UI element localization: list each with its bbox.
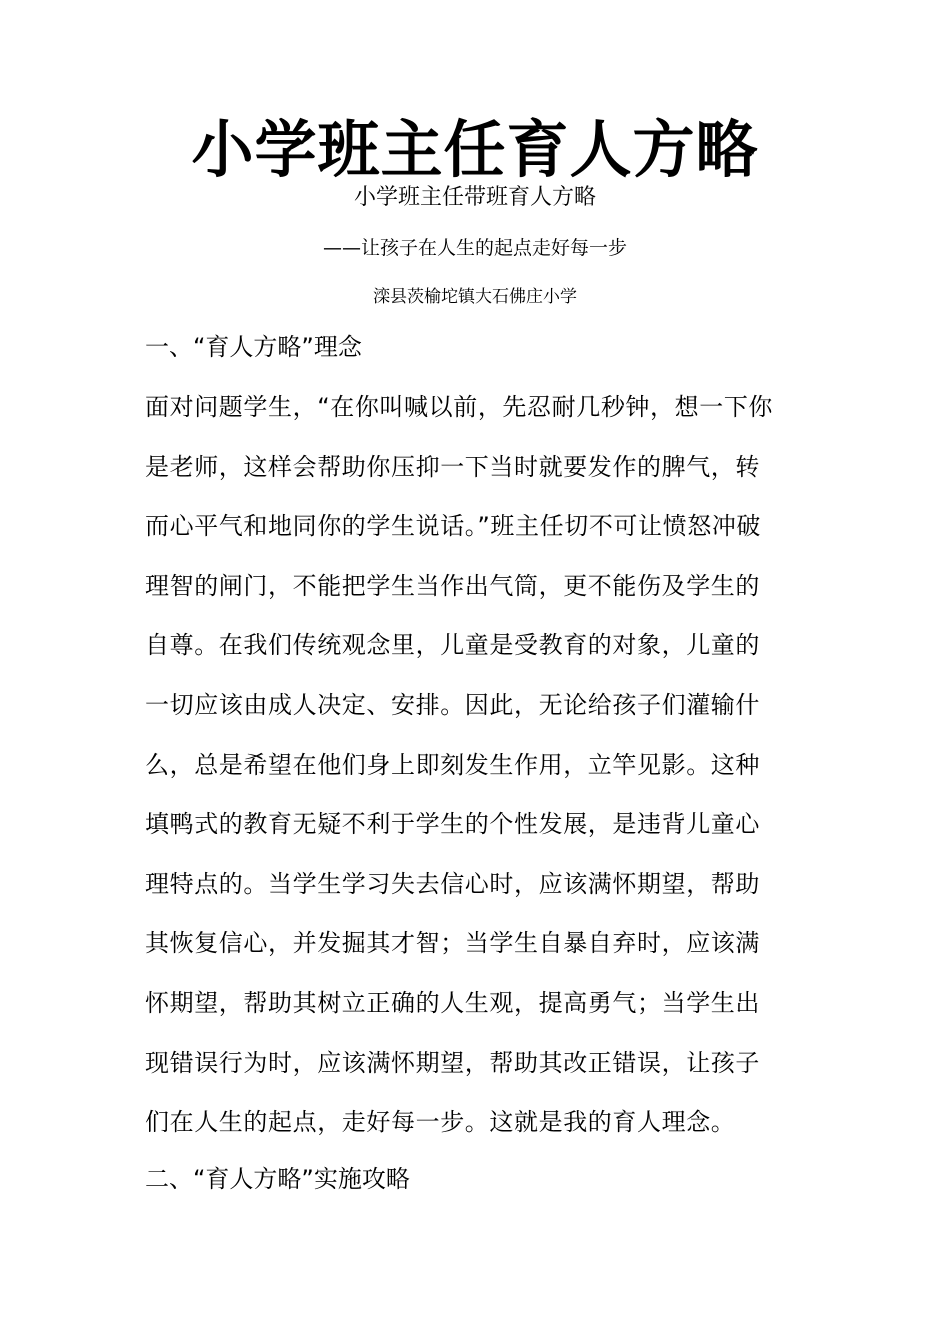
body-paragraph bbox=[145, 386, 805, 1161]
subtitle: 小学班主任带班育人方略 bbox=[353, 185, 596, 210]
paragraph-line: 理特点的。当学生学习失去信心时，应该满怀期望，帮助 bbox=[145, 869, 760, 898]
paragraph-line: 自尊。在我们传统观念里，儿童是受教育的对象，儿童的 bbox=[145, 631, 760, 660]
paragraph-line: 而心平气和地同你的学生说话。”班主任切不可让愤怒冲破 bbox=[145, 512, 762, 541]
paragraph-line: 面对问题学生，“在你叫喊以前，先忍耐几秒钟，想一下你 bbox=[145, 393, 774, 421]
tagline: ——让孩子在人生的起点走好每一步 bbox=[322, 237, 627, 259]
paragraph-line: 理智的闸门，不能把学生当作出气筒，更不能伤及学生的 bbox=[145, 571, 760, 600]
page-title: 小学班主任育人方略 bbox=[191, 113, 759, 186]
paragraph-line: 么，总是希望在他们身上即刻发生作用，立竿见影。这种 bbox=[145, 750, 760, 779]
section-heading-2: 二、“育人方略”实施攻略 bbox=[145, 1165, 410, 1193]
paragraph-line: 怀期望，帮助其树立正确的人生观，提高勇气；当学生出 bbox=[145, 988, 760, 1017]
paragraph-line: 们在人生的起点，走好每一步。这就是我的育人理念。 bbox=[145, 1108, 736, 1137]
paragraph-line: 现错误行为时，应该满怀期望，帮助其改正错误，让孩子 bbox=[145, 1048, 760, 1077]
school-name: 滦县茨榆坨镇大石佛庄小学 bbox=[373, 287, 577, 307]
section-heading-1: 一、“育人方略”理念 bbox=[145, 333, 362, 361]
paragraph-line: 其恢复信心，并发掘其才智；当学生自暴自弃时，应该满 bbox=[145, 929, 760, 958]
paragraph-line: 填鸭式的教育无疑不利于学生的个性发展，是违背儿童心 bbox=[145, 810, 760, 839]
paragraph-line: 一切应该由成人决定、安排。因此，无论给孩子们灌输什 bbox=[145, 690, 760, 719]
paragraph-line: 是老师，这样会帮助你压抑一下当时就要发作的脾气，转 bbox=[145, 452, 760, 481]
